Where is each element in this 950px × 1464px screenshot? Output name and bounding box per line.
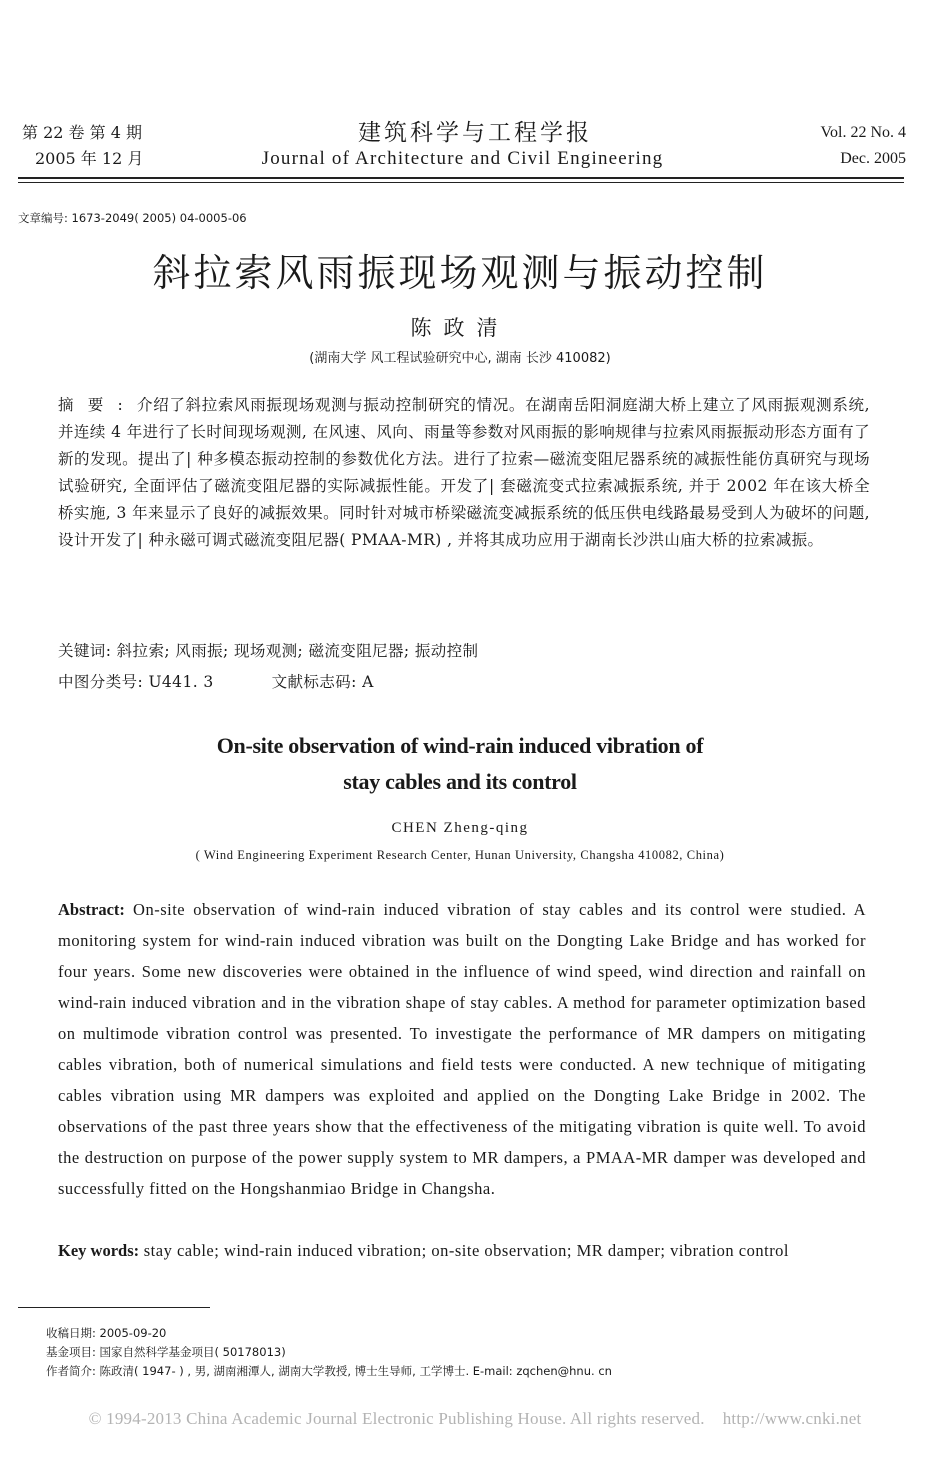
header-volume-info-en — [821, 120, 907, 172]
abstract-en — [58, 894, 866, 1204]
clc-value: U441. 3 — [148, 673, 214, 691]
journal-title-en: Journal of Architecture and Civil Engineering — [261, 148, 664, 169]
copyright-text: © 1994-2013 China Academic Journal Electronic Publishing House. All rights reserved. — [88, 1409, 705, 1428]
article-number: 文章编号: 1673-2049( 2005) 04-0005-06 — [18, 211, 247, 225]
footnote-author-bio: 作者简介: 陈政清( 1947- ) , 男, 湖南湘潭人, 湖南大学教授, 博士生导师, 工学博士. E-mail: zqchen@hnu. cn — [46, 1364, 612, 1378]
date-cn: 2005 年 12 月 — [35, 149, 144, 168]
abstract-cn — [58, 392, 870, 554]
paper-title-en-line1: On-site observation of wind-rain induced vibration of — [216, 733, 704, 758]
doc-code-value: A — [362, 673, 374, 691]
keywords-en-text: stay cable; wind-rain induced vibration; on-site observation; MR damper; vibration control — [143, 1241, 790, 1260]
abstract-cn-text: 介绍了斜拉索风雨振现场观测与振动控制研究的情况。在湖南岳阳洞庭湖大桥上建立了风雨振观测系统, 并连续 4 年进行了长时间现场观测, 在风速、风向、雨量等参数对风雨振的影响规律与拉索风雨振振动形态方面有了新的发现。提出了| 种多模态振动控制的参数优化方法。进行了拉索—磁流变阻尼器系统的减振性能仿真研究与现场试验研究, 全面评估了磁流变阻尼器的实际减振性能。开发了| 套磁流变式拉索减振系统, 并于 2002 年在该大桥全桥实施, 3 年来显示了良好的减振效果。同时针对城市桥梁磁流变减振系统的低压供电线路最易受到人为破坏的问题, 设计开发了| 种永磁可调式磁流变阻尼器( PMAA-MR) , 并将其成功应用于湖南长沙洪山庙大桥的拉索减振。 — [58, 396, 870, 549]
journal-title-cn: 建筑科学与工程学报 — [358, 120, 592, 146]
copyright-footer — [0, 1409, 950, 1429]
author-name-cn: 陈政清 — [410, 316, 510, 340]
paper-title-cn: 斜拉索风雨振现场观测与振动控制 — [152, 251, 768, 295]
affiliation-cn: (湖南大学 风工程试验研究中心, 湖南 长沙 410082) — [309, 351, 611, 366]
paper-title-en-line2: stay cables and its control — [343, 769, 577, 794]
header-rule-thick — [18, 177, 904, 179]
keywords-cn — [58, 638, 870, 665]
date-en: Dec. 2005 — [840, 150, 906, 167]
cnki-url[interactable]: http://www.cnki.net — [722, 1409, 862, 1428]
keywords-en-label: Key words: — [58, 1241, 140, 1260]
abstract-cn-label: 摘要: — [58, 396, 137, 414]
keywords-cn-label: 关键词: — [58, 642, 112, 660]
author-name-en: CHEN Zheng-qing — [391, 820, 529, 836]
footnote-received: 收稿日期: 2005-09-20 — [46, 1326, 167, 1340]
doc-code-label: 文献标志码: — [271, 673, 357, 691]
volume-issue-cn: 第 22 卷 第 4 期 — [22, 123, 142, 142]
footnote-rule — [18, 1307, 210, 1308]
classification-line — [58, 669, 870, 696]
keywords-cn-text: 斜拉索; 风雨振; 现场观测; 磁流变阻尼器; 振动控制 — [116, 642, 479, 660]
abstract-en-text: On-site observation of wind-rain induced vibration of stay cables and its control were studied. A monitoring system for wind-rain induced vibration was built on the Dongting Lake Bridge and has worked for four years. Some new discoveries were obtained in the influence of wind speed, wind direction and rainfall on wind-rain induced vibration and in the vibration shape of stay cables. A method for parameter optimization based on multimode vibration control was presented. To investigate the performance of MR dampers on mitigating cables vibration, both of numerical simulations and field tests were conducted. A new technique of mitigating cables vibration using MR dampers was exploited and applied on the Dongting Lake Bridge in 2002. The observations of the past three years show that the effectiveness of the mitigating vibration is quite well. To avoid the destruction on purpose of the power supply system to MR dampers, a PMAA-MR damper was developed and successfully fitted on the Hongshanmiao Bridge in Changsha. — [58, 900, 866, 1198]
keywords-en — [58, 1235, 866, 1266]
clc-label: 中图分类号: — [58, 673, 144, 691]
paper-title-en — [0, 728, 920, 800]
footnotes — [46, 1324, 612, 1381]
header-rule-thin — [18, 182, 904, 183]
volume-issue-en: Vol. 22 No. 4 — [820, 124, 906, 141]
abstract-en-label: Abstract: — [58, 900, 125, 919]
affiliation-en: ( Wind Engineering Experiment Research Center, Hunan University, Changsha 410082, China) — [195, 848, 725, 862]
footnote-fund: 基金项目: 国家自然科学基金项目( 50178013) — [46, 1345, 286, 1359]
